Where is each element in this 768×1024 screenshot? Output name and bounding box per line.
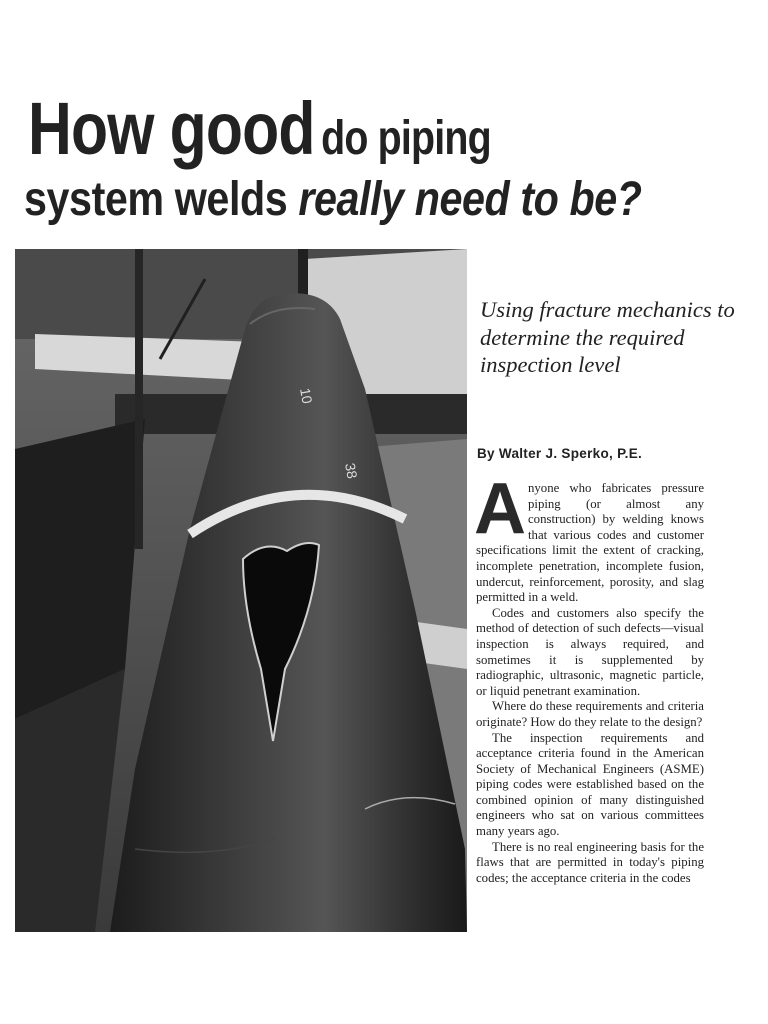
- article-deck: Using fracture mechanics to determine the required inspection level: [480, 297, 735, 377]
- pipe-weld-photo: [15, 249, 467, 932]
- headline-line-2: [24, 173, 642, 226]
- article-paragraph-4: The inspection requirements and acceptance criteria found in the American Society of Mechanical Engineers (ASME) piping codes were established based on the combined opinion of many distinguished engineers who sat on various committees many years ago.: [476, 730, 704, 839]
- headline-continuation: do piping: [321, 112, 491, 165]
- headline-italic-part: really need to be?: [298, 173, 642, 226]
- headline-line-1: [28, 87, 491, 170]
- byline: By Walter J. Sperko, P.E.: [477, 446, 643, 461]
- headline-emphasis: How good: [28, 87, 315, 170]
- article-paragraph-5: There is no real engineering basis for the flaws that are permitted in today's piping codes; the acceptance criteria in the codes: [476, 839, 704, 885]
- article-paragraph-1: [474, 469, 704, 606]
- article-body: [474, 469, 704, 886]
- article-paragraph-2: Codes and customers also specify the method of detection of such defects—visual inspection is always required, and sometimes it is supplemented by radiographic, ultrasonic, magnetic particle, or liquid penetrant examination.: [476, 605, 704, 698]
- pipe-marking-upper: 10: [297, 386, 316, 405]
- paragraph-1-text: nyone who fabricates pressure piping (or almost any construction) by welding knows that various codes and customer specifications limit the extent of cracking, incomplete penetration, incomplete fusion, undercut, reinforcement, porosity, and slag permitted in a weld.: [476, 481, 704, 605]
- headline-regular-part: system welds: [24, 173, 288, 226]
- pipe-marking-band: 38: [342, 461, 361, 480]
- drop-cap: A: [474, 469, 526, 549]
- article-paragraph-3: Where do these requirements and criteria originate? How do they relate to the design?: [476, 699, 704, 729]
